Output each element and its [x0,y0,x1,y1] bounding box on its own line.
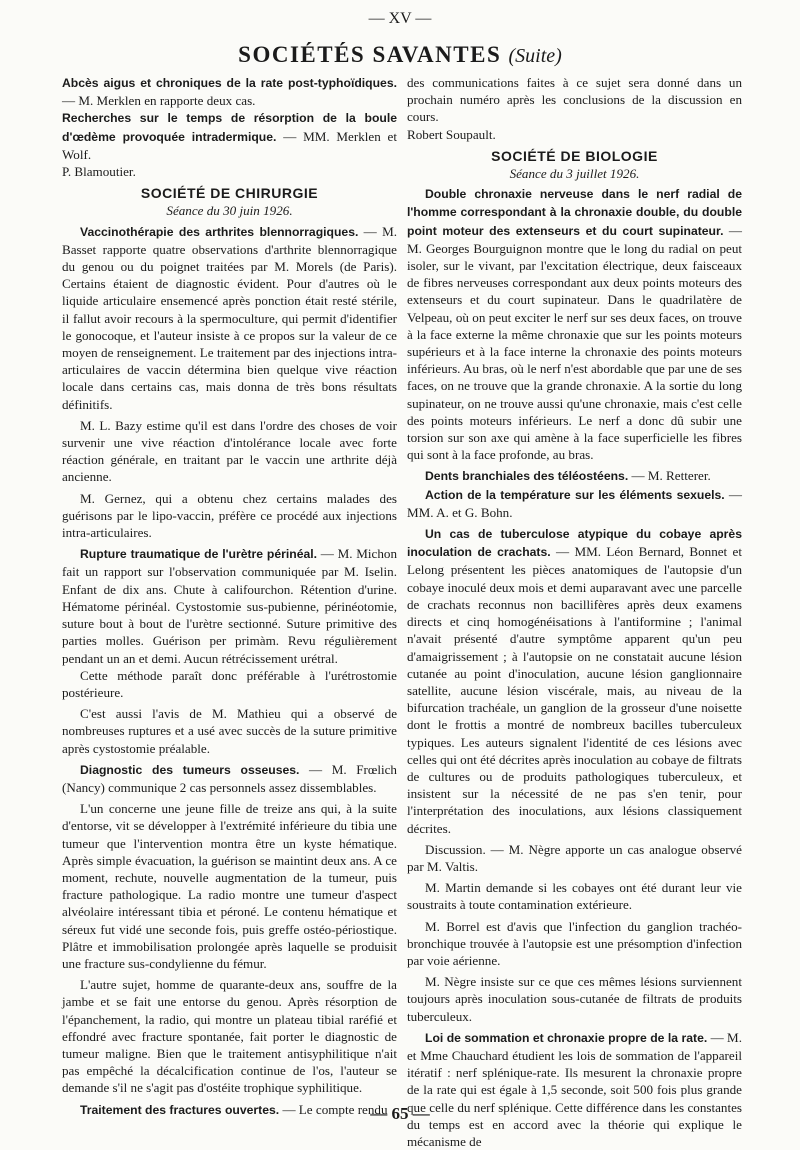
text-dents: — M. Retterer. [631,468,711,484]
paragraph-lautre: L'autre sujet, homme de quarante-deux ans, souffre de la jambe et se fait une entorse du genou. Après résorption de l'épanchement, la radio, qui montre un plateau tibial raréfié et effondré avec fracture spontanée, fait porter le diagnostic de tumeur maligne. Bien que le traitement antisyphilitique n'ait pas empêché la décalcification continue de l'os, l'auteur se demande s'il ne s'agit pas d'ostéite trophique syphilitique. [62,977,397,1096]
title-text: SOCIÉTÉS SAVANTES [238,42,502,67]
text-rupture: — M. Michon fait un rapport sur l'observation communiquée par M. Iselin. Enfant de dix ans. Chute à califourchon. Rétention d'urine. Hématome périnéal. Cystostomie sus-pubienne, périnéotomie, suture bout à bout de l'urètre sectionné. Suture primitive des parties molles. Guérison per primàm. Revu régulièrement pendant un an et demi. Aucun rétrécissement urétral. [62,546,398,666]
paragraph-chronaxie [407,185,742,463]
left-column [62,74,397,1119]
text-action: — MM. A. et G. Bohn. [407,486,742,520]
page-number: — 65 — [370,1104,430,1123]
paragraph-discussion: Discussion. — M. Nègre apporte un cas analogue observé par M. Valtis. [407,841,742,874]
text-tuberculose: — MM. Léon Bernard, Bonnet et Lelong présentent les pièces anatomiques de l'autopsie d'un cobaye inoculé deux mois et demi auparavant avec une parcelle de crachats reconnus non bacillifères après deux examens directs et cinq homogénéisations à l'antiformine ; l'animal n'avait présenté d'autre symptôme apparent qu'un peu d'amaigrissement ; à l'autopsie on ne constatait aucune lésion cutanée au point d'inoculation, aucune lésion ganglionnaire satellite, aucune lésion viscérale, mais, au niveau de la bifurcation trachéale, un ganglion de la grosseur d'une noisette dont le frottis a montré de nombreux bacilles tuberculeux typiques. Les auteurs signalent l'identité de ces lésions avec celles qui ont été décrites après inoculation au cobaye de filtrats de cultures ou de produits pathologiques tuberculeux, et insistent sur la nécessité de ne pas s'en tenir, pour l'interprétation des inoculations, aux lésions classiquement décrites. [407,544,742,836]
signature-blamoutier: P. Blamoutier. [62,164,136,180]
text-abces: — M. Merklen en rapporte deux cas. [62,93,256,109]
page-title [0,42,800,68]
roman-page-number: — XV — [368,10,432,27]
text-loi-sommation: — M. et Mme Chauchard étudient les lois de sommation de l'appareil itératif : nerf splénique-rate. Ils mesurent la chronaxie propre de la rate qui est égale à 1,5 seconde, soit 500 fois plus grande que celle du nerf splénique. Cette différence dans les constantes du temps est en accord avec la théorie qui explique le mécanisme de [407,1029,742,1149]
text-traitement: — Le compte rendu [282,1101,388,1117]
paragraph-cette-methode: Cette méthode paraît donc préférable à l'urétrostomie postérieure. [62,667,397,700]
lead-tuberculose: Un cas de tuberculose atypique du cobaye après inoculation de crachats. [407,527,742,560]
date-chirurgie: Séance du 30 juin 1926. [166,203,293,219]
paragraph-vaccinotherapie [62,223,397,413]
lead-rupture: Rupture traumatique de l'urètre périnéal. [80,547,318,562]
title-suite: (Suite) [508,45,562,67]
paragraph-bazy: M. L. Bazy estime qu'il est dans l'ordre des choses de voir survenir une vive réaction d'intolérance locale avec forte réaction générale, en traitant par le vaccin une arthrite déjà ancienne. [62,417,397,485]
text-vaccinotherapie: — M. Basset rapporte quatre observations d'arthrite blennorragique du genou ou du poignet traitées par M. Morels (de Paris). Certains étaient de diagnostic évident. Pour d'autres où le liquide articulaire ensemencé après ponction était resté stérile, il fallut avoir recours à la spermoculture, qui permit d'identifier le gonocoque, et l'auteur insiste à ce propos sur la valeur de ce moyen de renseignement. Le traitement par des injections intra-articulaires de vaccin détermina bien quelque vive réaction locale dans certains cas, mais donna de très bons résultats définitifs. [62,223,397,412]
paragraph-lun: L'un concerne une jeune fille de treize ans qui, à la suite d'entorse, vit se développer à l'extrémité inférieure du tibia une tumeur que l'intervention montra être un kyste hématique. Après simple évacuation, la guérison se maintint deux ans. A ce moment, rechute, nouvelle augmentation de la tumeur, puis fracture pathologique. La radio montre une tumeur d'aspect alvéolaire intéressant tibia et péroné. Le contenu hématique et séreux fut vidé une seconde fois, puis greffe ostéo-périostique. Plâtre et immobilisation prolongée après laquelle se produisit une fracture sus-condylienne du fémur. [62,801,397,971]
paragraph-dents [407,467,742,485]
lead-recherches: Recherches sur le temps de résorption de la boule d'œdème provoquée intradermique. [62,111,397,144]
lead-loi-sommation: Loi de sommation et chronaxie propre de la rate. [425,1030,708,1045]
paragraph-mathieu: C'est aussi l'avis de M. Mathieu qui a observé de nombreuses ruptures et a usé avec succès de la suture primitive après cystostomie préalable. [62,706,397,756]
paragraph-loi-sommation [407,1029,742,1150]
lead-action: Action de la température sur les éléments sexuels. [425,487,725,502]
heading-societe-biologie: SOCIÉTÉ DE BIOLOGIE [491,147,658,164]
lead-abces: Abcès aigus et chroniques de la rate post-typhoïdiques. [62,76,397,90]
right-column [407,74,742,1150]
lead-diagnostic: Diagnostic des tumeurs osseuses. [80,762,300,777]
lead-traitement: Traitement des fractures ouvertes. [80,1102,280,1117]
lead-chronaxie: Double chronaxie nerveuse dans le nerf radial de l'homme correspondant à la chronaxie double, du double point moteur des extenseurs et du court supinateur. [407,187,742,238]
paragraph-recherches [62,109,397,163]
text-chronaxie: — M. Georges Bourguignon montre que le long du radial on peut isoler, sur le vivant, par l'excitation électrique, deux faisceaux de fibres nerveuses correspondant aux deux points moteurs des extenseurs et du court supinateur. Dans le quadrilatère de Velpeau, où on peut exciter le nerf sur ses deux faces, on trouve à la face externe la même chronaxie que sur les points moteurs supérieurs et à la face interne la chronaxie des points moteurs inférieurs. Au bras, où le nerf n'est abordable que par une de ses faces, on ne trouve que la grande chronaxie. A la sortie du long supinateur, on ne trouve aussi qu'une chronaxie, mais c'est celle des points moteurs inférieurs. Le nerf a donc dû subir une torsion sur son axe qui amène à la face superficielle les fibres qui sont à la face profonde, au bras. [407,222,742,463]
paragraph-abces [62,74,397,109]
lead-vaccinotherapie: Vaccinothérapie des arthrites blennorragiques. [80,224,359,239]
signature-soupault: Robert Soupault. [407,126,496,142]
lead-dents: Dents branchiales des téléostéens. [425,469,629,484]
text-diagnostic: — M. Frœlich (Nancy) communique 2 cas personnels assez dissemblables. [62,761,397,795]
paragraph-martin: M. Martin demande si les cobayes ont été durant leur vie soustraits à toute contamination extérieure. [407,880,742,913]
paragraph-action [407,486,742,521]
paragraph-diagnostic [62,761,397,796]
date-biologie: Séance du 3 juillet 1926. [509,166,640,182]
paragraph-continuation: des communications faites à ce sujet sera donné dans un prochain numéro après les conclusions de la discussion en cours. [407,75,742,125]
text-recherches: — MM. Merklen et Wolf. [62,128,397,162]
paragraph-borrel: M. Borrel est d'avis que l'infection du ganglion trachéo-bronchique trouvée à l'autopsie est une présomption d'infection par voie aérienne. [407,918,742,968]
paragraph-gernez: M. Gernez, qui a obtenu chez certains malades des guérisons par le lipo-vaccin, préfère ce procédé aux injections intra-articulaires. [62,490,397,541]
heading-societe-chirurgie: SOCIÉTÉ DE CHIRURGIE [140,185,319,202]
paragraph-negre: M. Nègre insiste sur ce que ces mêmes lésions surviennent toujours après inoculation sous-cutanée de filtrats de produits tuberculeux. [407,974,742,1024]
paragraph-tuberculose [407,525,742,837]
paragraph-rupture [62,545,397,666]
